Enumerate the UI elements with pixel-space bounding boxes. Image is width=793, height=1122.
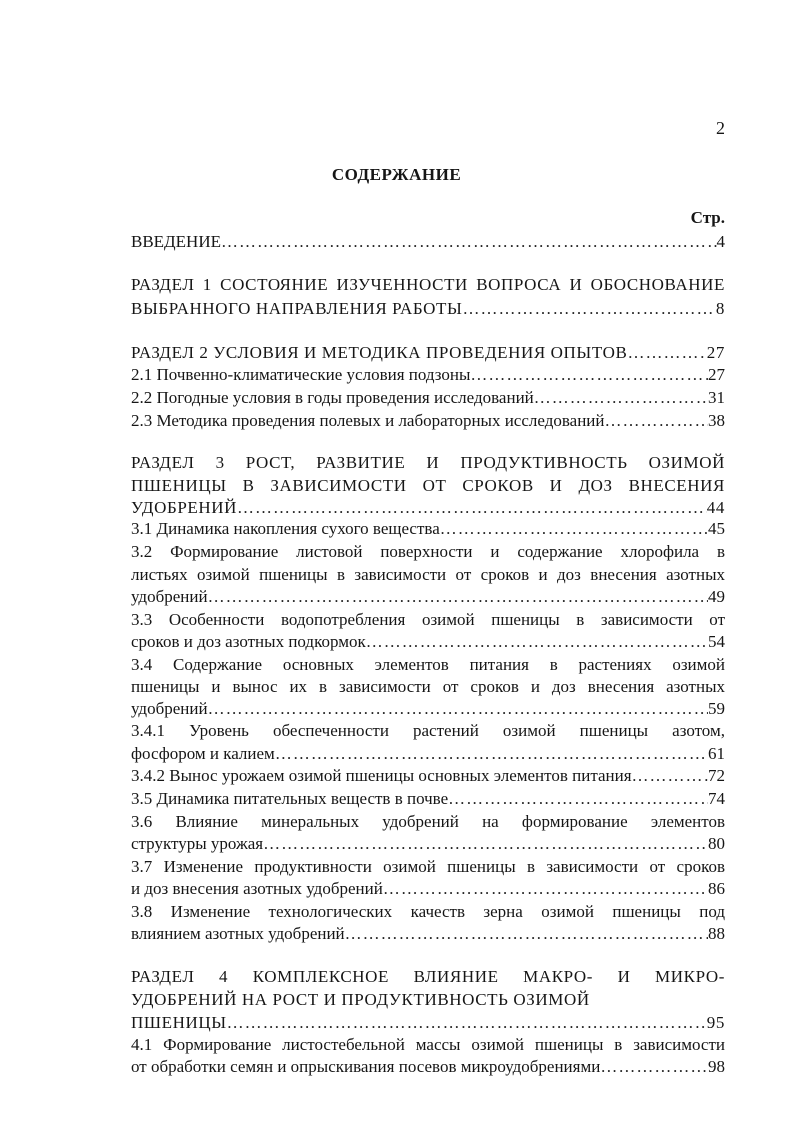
toc-entry-page: 88 xyxy=(708,924,725,943)
leader-dots xyxy=(605,409,709,433)
toc-entry-text: сроков и доз азотных подкормок xyxy=(131,632,366,651)
toc-entry-introduction[interactable] xyxy=(131,230,725,254)
toc-entry-page: 27 xyxy=(706,343,725,362)
toc-entry-text: 3.1 Динамика накопления сухого вещества xyxy=(131,519,440,538)
leader-dots xyxy=(221,230,717,254)
toc-entry-page: 38 xyxy=(708,411,725,430)
toc-entry-text: и доз внесения азотных удобрений xyxy=(131,879,383,898)
toc-entry-3-3-line1: 3.3 Особенности водопотребления озимой пшеницы в зависимости от xyxy=(131,610,725,629)
leader-dots xyxy=(208,585,708,609)
toc-entry-text: 2.2 Погодные условия в годы проведения исследований xyxy=(131,388,534,407)
toc-entry-page: 49 xyxy=(708,587,725,606)
leader-dots xyxy=(275,742,708,766)
toc-entry-3-1[interactable] xyxy=(131,517,725,541)
toc-entry-2-1[interactable] xyxy=(131,363,725,387)
leader-dots xyxy=(440,517,708,541)
toc-entry-4-1-line1: 4.1 Формирование листостебельной массы озимой пшеницы в зависимости xyxy=(131,1035,725,1054)
toc-entry-text: от обработки семян и опрыскивания посевов микроудобрениями xyxy=(131,1057,601,1076)
toc-entry-page: 31 xyxy=(708,388,725,407)
toc-entry-text: удобрений xyxy=(131,699,208,718)
leader-dots xyxy=(366,630,708,654)
toc-entry-section4-line2: УДОБРЕНИЙ НА РОСТ И ПРОДУКТИВНОСТЬ ОЗИМОЙ xyxy=(131,990,590,1009)
toc-entry-page: 72 xyxy=(708,766,725,785)
leader-dots xyxy=(448,787,708,811)
leader-dots xyxy=(600,1055,708,1079)
toc-entry-text: удобрений xyxy=(131,587,208,606)
toc-entry-page: 8 xyxy=(715,299,725,318)
toc-entry-page: 86 xyxy=(708,879,725,898)
toc-entry-section3-line2: ПШЕНИЦЫ В ЗАВИСИМОСТИ ОТ СРОКОВ И ДОЗ ВНЕСЕНИЯ xyxy=(131,476,725,495)
toc-entry-text: ПШЕНИЦЫ xyxy=(131,1013,227,1032)
toc-entry-page: 44 xyxy=(706,498,725,517)
toc-entry-3-4-1[interactable] xyxy=(131,742,725,766)
toc-entry-page: 54 xyxy=(708,632,725,651)
leader-dots xyxy=(227,1011,707,1035)
toc-entry-3-4[interactable] xyxy=(131,697,725,721)
toc-entry-page: 98 xyxy=(708,1057,725,1076)
toc-entry-3-6[interactable] xyxy=(131,832,725,856)
toc-entry-3-4-line2: пшеницы и вынос их в зависимости от сроков и доз внесения азотных xyxy=(131,677,725,696)
toc-entry-text: 2.3 Методика проведения полевых и лабораторных исследований xyxy=(131,411,605,430)
toc-entry-text: структуры урожая xyxy=(131,834,264,853)
toc-entry-text: РАЗДЕЛ 2 УСЛОВИЯ И МЕТОДИКА ПРОВЕДЕНИЯ ОПЫТОВ xyxy=(131,343,628,362)
toc-entry-2-3[interactable] xyxy=(131,409,725,433)
toc-entry-3-7-line1: 3.7 Изменение продуктивности озимой пшеницы в зависимости от сроков xyxy=(131,857,725,876)
leader-dots xyxy=(462,297,715,321)
toc-entry-3-8-line1: 3.8 Изменение технологических качеств зерна озимой пшеницы под xyxy=(131,902,725,921)
toc-entry-section4-line1: РАЗДЕЛ 4 КОМПЛЕКСНОЕ ВЛИЯНИЕ МАКРО- И МИКРО- xyxy=(131,967,725,986)
toc-entry-3-7[interactable] xyxy=(131,877,725,901)
toc-entry-4-1[interactable] xyxy=(131,1055,725,1079)
toc-entry-section3-line1: РАЗДЕЛ 3 РОСТ, РАЗВИТИЕ И ПРОДУКТИВНОСТЬ ОЗИМОЙ xyxy=(131,453,725,472)
leader-dots xyxy=(263,832,708,856)
toc-entry-section1-line1: РАЗДЕЛ 1 СОСТОЯНИЕ ИЗУЧЕННОСТИ ВОПРОСА И ОБОСНОВАНИЕ xyxy=(131,275,725,294)
toc-entry-3-8[interactable] xyxy=(131,922,725,946)
toc-entry-3-4-1-line1: 3.4.1 Уровень обеспеченности растений озимой пшеницы азотом, xyxy=(131,721,725,740)
toc-entry-text: ВВЕДЕНИЕ xyxy=(131,232,221,251)
toc-entry-page: 4 xyxy=(716,232,725,251)
page-title: СОДЕРЖАНИЕ xyxy=(331,165,462,184)
toc-entry-3-2-line2: листьях озимой пшеницы в зависимости от сроков и доз внесения азотных xyxy=(131,565,725,584)
toc-entry-3-2[interactable] xyxy=(131,585,725,609)
toc-entry-text: фосфором и калием xyxy=(131,744,275,763)
toc-entry-page: 95 xyxy=(706,1013,725,1032)
toc-entry-2-2[interactable] xyxy=(131,386,725,410)
leader-dots xyxy=(208,697,708,721)
toc-entry-text: 3.5 Динамика питательных веществ в почве xyxy=(131,789,449,808)
toc-entry-section2[interactable] xyxy=(131,341,725,365)
toc-entry-page: 59 xyxy=(708,699,725,718)
leader-dots xyxy=(534,386,708,410)
toc-entry-page: 80 xyxy=(708,834,725,853)
toc-entry-3-5[interactable] xyxy=(131,787,725,811)
toc-entry-page: 27 xyxy=(708,365,725,384)
toc-entry-text: УДОБРЕНИЙ xyxy=(131,498,238,517)
leader-dots xyxy=(470,363,708,387)
toc-entry-3-4-line1: 3.4 Содержание основных элементов питания в растениях озимой xyxy=(131,655,725,674)
toc-entry-page: 61 xyxy=(708,744,725,763)
toc-entry-3-4-2[interactable] xyxy=(131,764,725,788)
toc-entry-3-3[interactable] xyxy=(131,630,725,654)
toc-entry-page: 74 xyxy=(708,789,725,808)
toc-entry-3-6-line1: 3.6 Влияние минеральных удобрений на формирование элементов xyxy=(131,812,725,831)
leader-dots xyxy=(632,764,708,788)
leader-dots xyxy=(627,341,706,365)
toc-entry-text: 2.1 Почвенно-климатические условия подзоны xyxy=(131,365,471,384)
leader-dots xyxy=(345,922,708,946)
toc-entry-section1[interactable] xyxy=(131,297,725,321)
leader-dots xyxy=(383,877,708,901)
toc-entry-section4[interactable] xyxy=(131,1011,725,1035)
toc-entry-page: 45 xyxy=(708,519,725,538)
toc-entry-text: 3.4.2 Вынос урожаем озимой пшеницы основных элементов питания xyxy=(131,766,632,785)
page-column-label: Стр. xyxy=(690,208,725,227)
toc-entry-text: влиянием азотных удобрений xyxy=(131,924,345,943)
toc-entry-3-2-line1: 3.2 Формирование листовой поверхности и содержание хлорофила в xyxy=(131,542,725,561)
toc-entry-text: ВЫБРАННОГО НАПРАВЛЕНИЯ РАБОТЫ xyxy=(131,299,463,318)
page-number: 2 xyxy=(716,118,725,138)
